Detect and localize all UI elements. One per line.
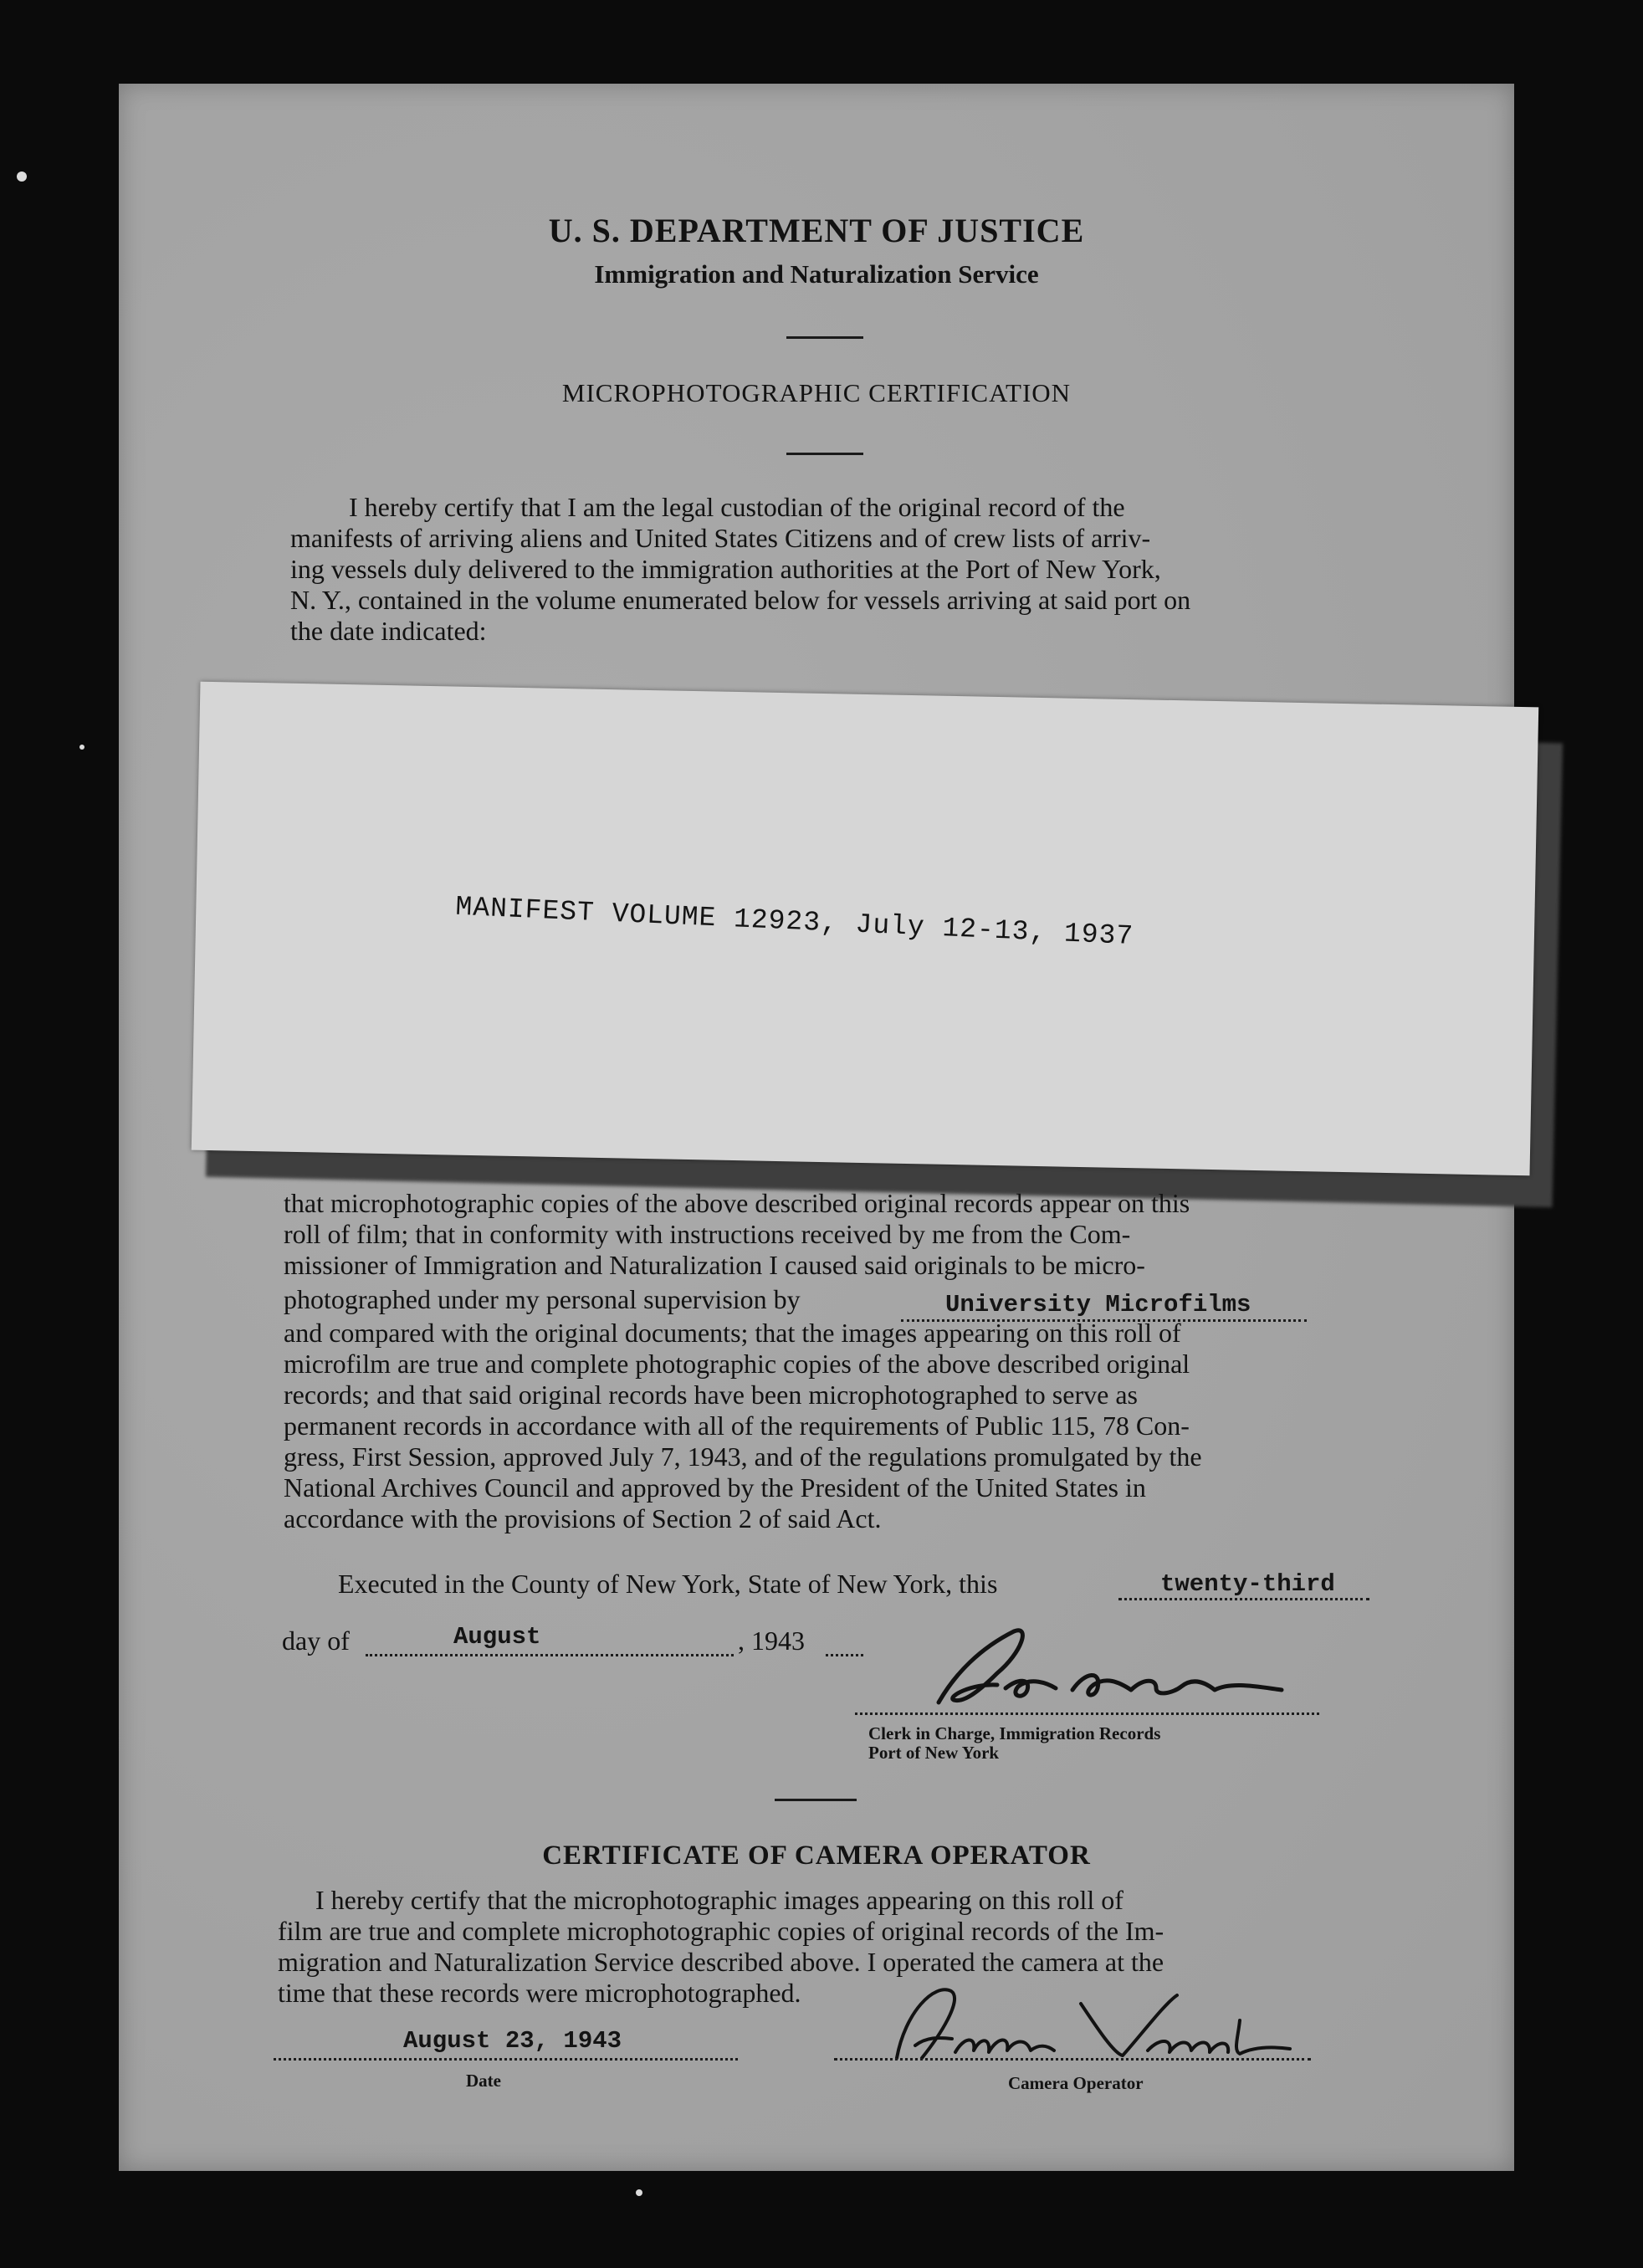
- certificate-page: [119, 84, 1514, 2171]
- divider-rule: [775, 1799, 857, 1801]
- operator-line: I hereby certify that the microphotographic images appearing on this roll of: [315, 1885, 1123, 1915]
- manifest-volume-label: MANIFEST VOLUME 12923, July 12-13, 1937: [454, 891, 1134, 953]
- clerk-title: Clerk in Charge, Immigration Records: [868, 1723, 1161, 1743]
- body-line: missioner of Immigration and Naturalization I caused said originals to be micro-: [284, 1250, 1145, 1280]
- intro-paragraph: [290, 492, 1369, 647]
- executed-year: , 1943: [738, 1625, 805, 1656]
- operator-line: time that these records were microphotographed.: [278, 1978, 801, 2008]
- certification-title: MICROPHOTOGRAPHIC CERTIFICATION: [561, 378, 1072, 407]
- department-title: U. S. DEPARTMENT OF JUSTICE: [548, 212, 1085, 249]
- service-subtitle: Immigration and Naturalization Service: [594, 259, 1039, 289]
- clerk-signature: [905, 1623, 1307, 1715]
- executed-day: twenty-third: [1160, 1570, 1335, 1598]
- operator-line: migration and Naturalization Service described above. I operated the camera at the: [278, 1947, 1164, 1977]
- body-line: accordance with the provisions of Section 2 of said Act.: [284, 1503, 882, 1533]
- intro-line: ing vessels duly delivered to the immigration authorities at the Port of New York,: [290, 554, 1161, 584]
- body-line: National Archives Council and approved by the President of the United States in: [284, 1472, 1146, 1503]
- operator-line: film are true and complete microphotographic copies of original records of the Im-: [278, 1916, 1164, 1946]
- intro-line: N. Y., contained in the volume enumerated below for vessels arriving at said port on: [290, 585, 1191, 615]
- executed-prefix: Executed in the County of New York, State of New York, this: [338, 1569, 998, 1599]
- operator-signature-label: Camera Operator: [1008, 2073, 1144, 2093]
- dust-speck: [636, 2189, 642, 2196]
- body-line: that microphotographic copies of the above described original records appear on this: [284, 1188, 1190, 1218]
- clerk-office: Port of New York: [868, 1743, 1000, 1763]
- dust-speck: [79, 745, 84, 750]
- operator-date: August 23, 1943: [403, 2027, 622, 2055]
- body-line: gress, First Session, approved July 7, 1943, and of the regulations promulgated by the: [284, 1441, 1202, 1472]
- operator-signature-line: [834, 2058, 1311, 2061]
- manifest-card: [192, 682, 1538, 1176]
- body-line: records; and that said original records have been microphotographed to serve as: [284, 1380, 1138, 1410]
- day-of-label: day of: [282, 1625, 350, 1656]
- body-line: and compared with the original documents; that the images appearing on this roll of: [284, 1318, 1181, 1348]
- intro-line: the date indicated:: [290, 616, 487, 646]
- body-line: permanent records in accordance with all of the requirements of Public 115, 78 Con-: [284, 1410, 1190, 1441]
- body-line: roll of film; that in conformity with instructions received by me from the Com-: [284, 1219, 1131, 1249]
- divider-rule: [786, 453, 863, 455]
- executed-dotted-line: [1118, 1598, 1369, 1600]
- supervision-prefix: photographed under my personal supervision by: [284, 1284, 801, 1314]
- body-paragraph: [284, 1188, 1371, 1534]
- month-dotted-line: [366, 1654, 734, 1656]
- supervisor-name: University Microfilms: [945, 1291, 1251, 1318]
- divider-rule: [786, 336, 863, 339]
- date-dotted-line: [274, 2058, 738, 2061]
- executed-month: August: [453, 1623, 541, 1651]
- date-label: Date: [466, 2071, 501, 2091]
- operator-signature: [872, 1979, 1307, 2071]
- body-line: microfilm are true and complete photographic copies of the above described original: [284, 1349, 1190, 1379]
- dust-speck: [17, 172, 27, 182]
- supervisor-dotted-line: [901, 1319, 1307, 1322]
- camera-operator-heading: CERTIFICATE OF CAMERA OPERATOR: [542, 1841, 1091, 1871]
- clerk-signature-line: [855, 1713, 1319, 1715]
- intro-line: I hereby certify that I am the legal custodian of the original record of the: [349, 492, 1125, 522]
- year-dotted-line: [826, 1654, 863, 1656]
- intro-line: manifests of arriving aliens and United States Citizens and of crew lists of arriv-: [290, 523, 1151, 553]
